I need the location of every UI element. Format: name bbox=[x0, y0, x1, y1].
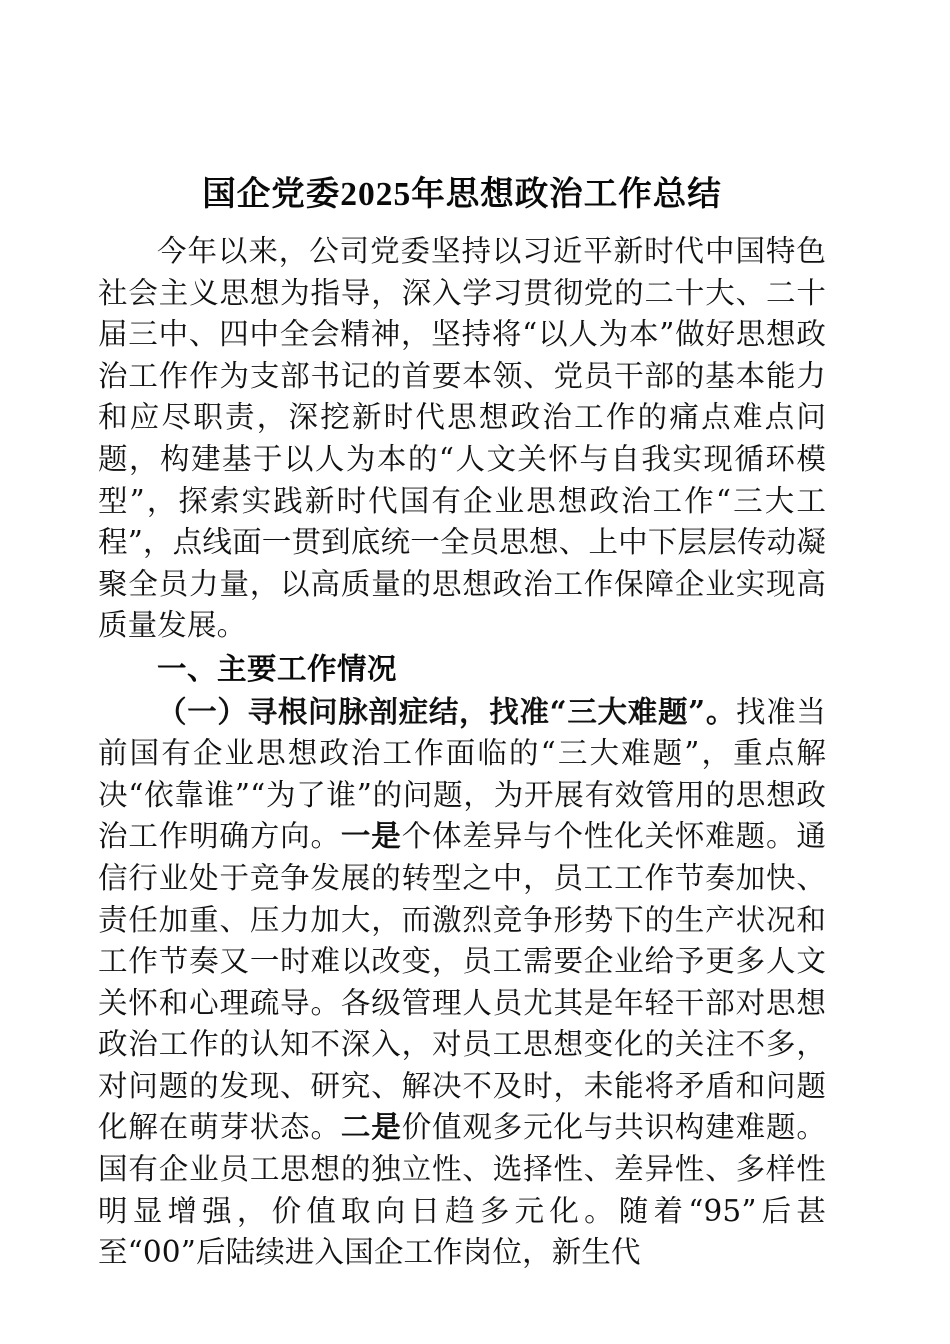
subsection-paragraph-1 bbox=[98, 691, 826, 1274]
paragraph-opening: 今年以来，公司党委坚持以习近平新时代中国特色社会主义思想为指导，深入学习贯彻党的二十大、二十届三中、四中全会精神，坚持将“以人为本”做好思想政治工作作为支部书记的首要本领、党员干部的基本能力和应尽职责，深挖新时代思想政治工作的痛点难点问题，构建基于以人为本的“人文关怀与自我实现循环模型”，探索实践新时代国有企业思想政治工作“三大工程”，点线面一贯到底统一全员思想、上中下层层传动凝聚全员力量，以高质量的思想政治工作保障企业实现高质量发展。 bbox=[98, 234, 826, 643]
subsection-heading-1-rest: 找准当前国有企业思想政治工作面临的“三大难题”，重点解决“依靠谁”“为了谁”的问题，为开展有效管用的思想政治工作明确方向。 bbox=[98, 694, 827, 854]
document-content-column bbox=[98, 0, 826, 1274]
point-marker-2: 二是 bbox=[340, 1111, 402, 1145]
subsection-heading-1-bold: （一）寻根问脉剖症结，找准“三大难题”。 bbox=[157, 693, 737, 729]
point-marker-1: 一是 bbox=[340, 820, 402, 854]
section-heading-1: 一、主要工作情况 bbox=[157, 652, 398, 686]
point-body-1: 个体差异与个性化关怀难题。通信行业处于竞争发展的转型之中，员工工作节奏加快、责任加重、压力加大，而激烈竞争形势下的生产状况和工作节奏又一时难以改变，员工需要企业给予更多人文关怀和心理疏导。各级管理人员尤其是年轻干部对思想政治工作的认知不深入，对员工思想变化的关注不多，对问题的发现、研究、解决不及时，未能将矛盾和问题化解在萌芽状态。 bbox=[98, 819, 827, 1145]
page-title: 国企党委2025年思想政治工作总结 bbox=[202, 176, 722, 213]
point-body-2: 价值观多元化与共识构建难题。国有企业员工思想的独立性、选择性、差异性、多样性明显增强，价值取向日趋多元化。随着“95”后甚至“00”后陆续进入国企工作岗位，新生代 bbox=[98, 1110, 827, 1270]
